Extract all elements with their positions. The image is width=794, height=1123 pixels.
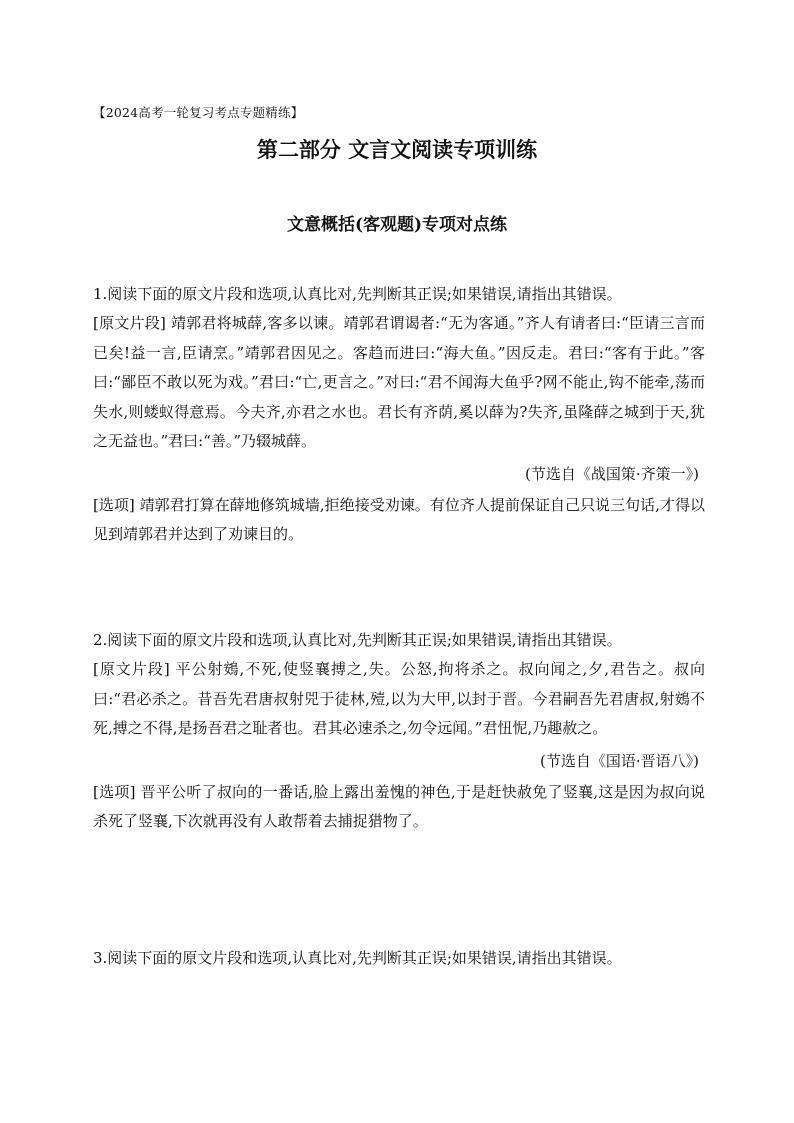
question-instruction: 2.阅读下面的原文片段和选项,认真比对,先判断其正误;如果错误,请指出其错误。 [93,631,622,649]
option-label: [选项] [93,495,135,514]
question-2 [93,626,705,837]
passage-text: 靖郭君将城薛,客多以谏。靖郭君谓谒者:“无为客通。”齐人有请者曰:“臣请三言而已矣!益一言,臣请烹。”靖郭君因见之。客趋而进曰:“海大鱼。”因反走。君曰:“客有于此。”客曰:“鄙臣不敢以死为戏。”君曰:“亡,更言之。”对曰:“君不闻海大鱼乎?网不能止,钩不能牵,荡而失水,则蝼蚁得意焉。今夫齐,亦君之水也。君长有齐荫,奚以薛为?失齐,虽隆薛之城到于天,犹之无益也。”君曰:“善。”乃辍城薛。 [93,314,705,450]
option-text: 靖郭君打算在薛地修筑城墙,拒绝接受劝谏。有位齐人提前保证自己只说三句话,才得以见到靖郭君并达到了劝谏目的。 [93,495,705,543]
passage-source: (节选自《战国策·齐策一》) [525,464,699,483]
passage-text: 平公射鴳,不死,使竖襄搏之,失。公怒,拘将杀之。叔向闻之,夕,君告之。叔向曰:“君必杀之。昔吾先君唐叔射兕于徒林,殪,以为大甲,以封于晋。今君嗣吾先君唐叔,射鴳不死,搏之不得,是扬吾君之耻者也。君其必速杀之,勿令远闻。”君忸怩,乃趣赦之。 [93,660,705,737]
option [93,491,705,550]
option [93,778,705,837]
option-text: 晋平公听了叔向的一番话,脸上露出羞愧的神色,于是赶快赦免了竖襄,这是因为叔向说杀死了竖襄,下次就再没有人敢帮着去捕捉猎物了。 [93,782,705,830]
option-label: [选项] [93,782,136,801]
passage [93,655,705,744]
question-3 [93,944,705,973]
question-instruction: 3.阅读下面的原文片段和选项,认真比对,先判断其正误;如果错误,请指出其错误。 [93,949,622,967]
passage-label: [原文片段] [93,314,166,332]
passage-source: (节选自《国语·晋语八》) [540,751,699,770]
section-subtitle: 文意概括(客观题)专项对点练 [286,215,508,235]
exam-tag: 【2024高考一轮复习考点专题精练】 [93,105,304,120]
page-title: 第二部分 文言文阅读专项训练 [256,137,538,162]
passage [93,309,705,457]
question-instruction: 1.阅读下面的原文片段和选项,认真比对,先判断其正误;如果错误,请指出其错误。 [93,285,622,303]
passage-label: [原文片段] [93,660,170,678]
question-1 [93,280,705,550]
